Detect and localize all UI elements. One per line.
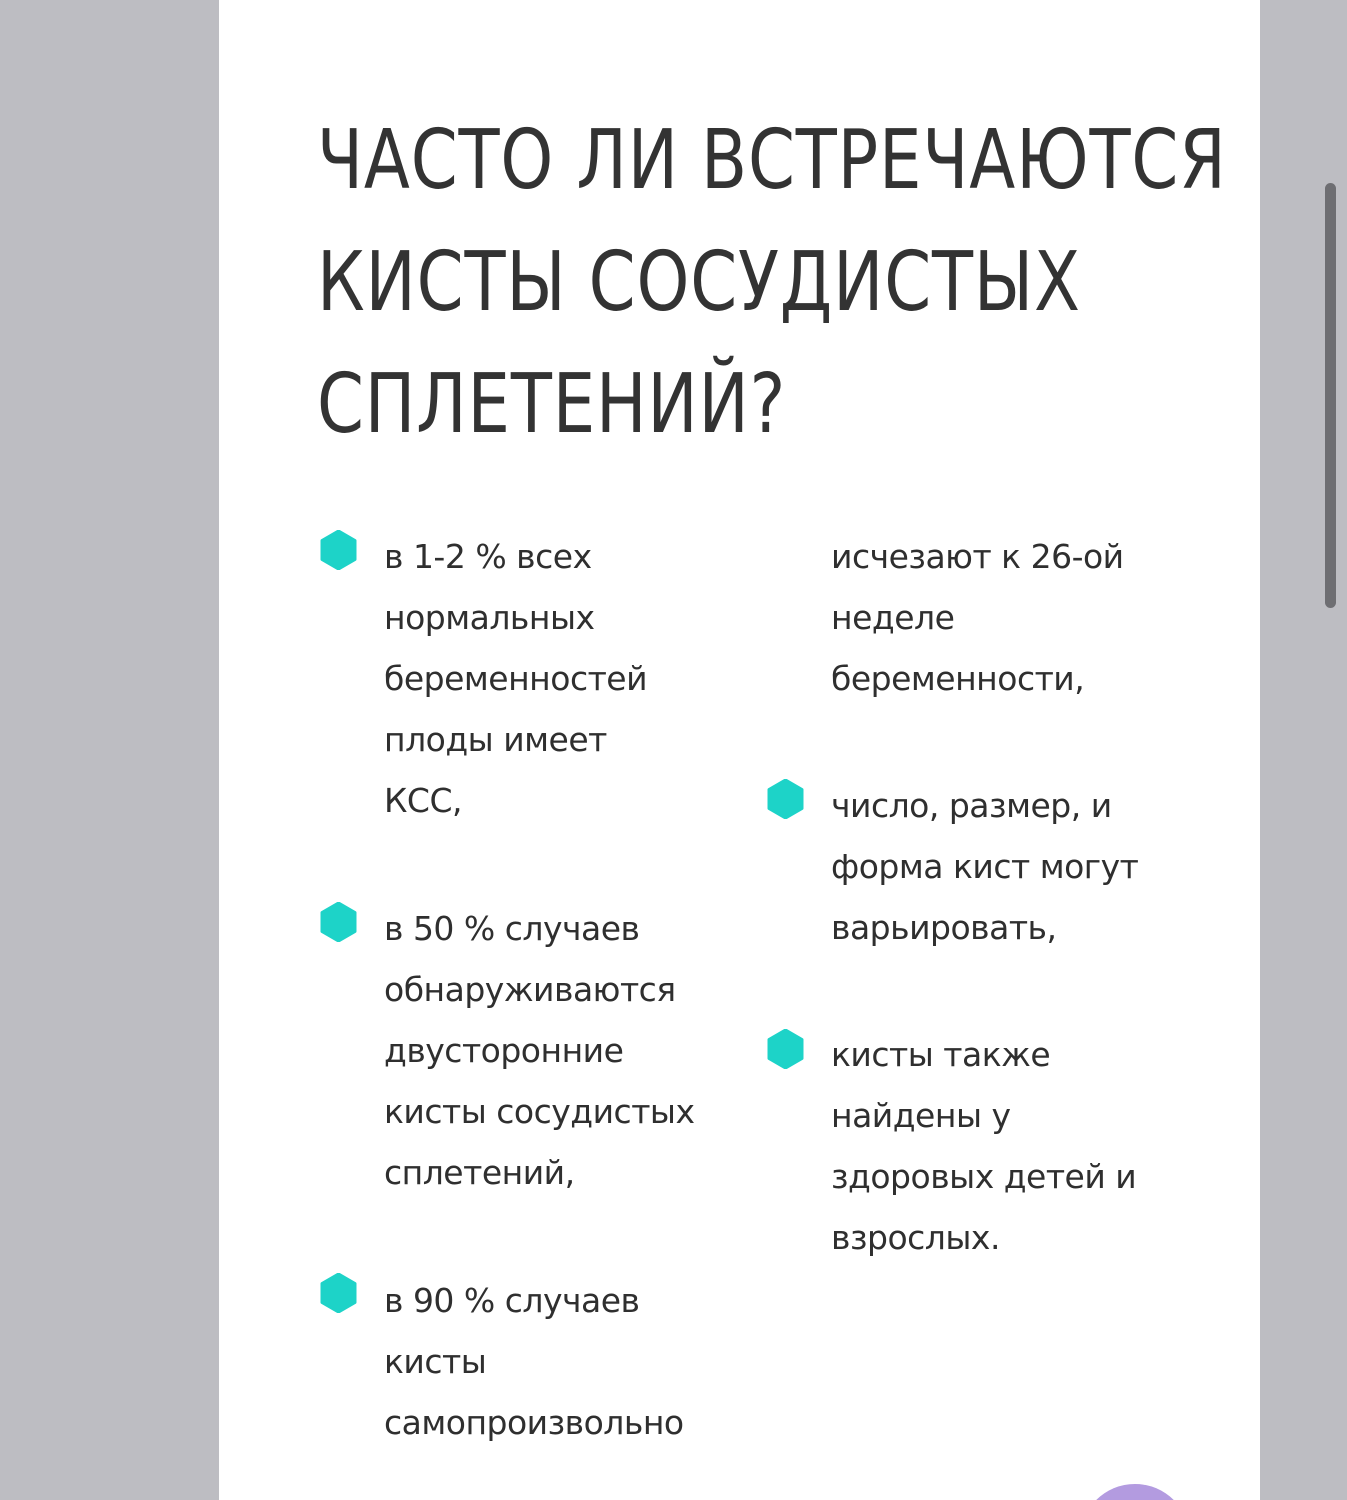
title-line-2: КИСТЫ СОСУДИСТЫХ bbox=[317, 235, 1081, 330]
list-item: в 90 % случаев кисты самопроизвольно bbox=[384, 1281, 684, 1442]
list-item: в 1-2 % всех нормальных беременностей плоды имеет КСС, bbox=[384, 537, 648, 820]
scrollbar[interactable] bbox=[1325, 183, 1336, 608]
title-line-3: СПЛЕТЕНИЙ? bbox=[317, 357, 787, 452]
hexagon-bullet-icon bbox=[320, 1273, 357, 1313]
hexagon-bullet-icon bbox=[767, 779, 804, 819]
article-title bbox=[317, 100, 1227, 466]
title-line-1: ЧАСТО ЛИ ВСТРЕЧАЮТСЯ bbox=[317, 113, 1227, 208]
article-page bbox=[219, 0, 1260, 1500]
hexagon-bullet-icon bbox=[320, 530, 357, 570]
hexagon-bullet-icon bbox=[320, 902, 357, 942]
hexagon-bullet-icon bbox=[767, 1029, 804, 1069]
list-item: кисты также найдены у здоровых детей и взрослых. bbox=[831, 1035, 1137, 1257]
list-item: число, размер, и форма кист могут варьировать, bbox=[831, 786, 1139, 947]
list-item-continuation: исчезают к 26-ой неделе беременности, bbox=[831, 537, 1124, 698]
list-item: в 50 % случаев обнаруживаются двусторонние кисты сосудистых сплетений, bbox=[384, 909, 695, 1192]
